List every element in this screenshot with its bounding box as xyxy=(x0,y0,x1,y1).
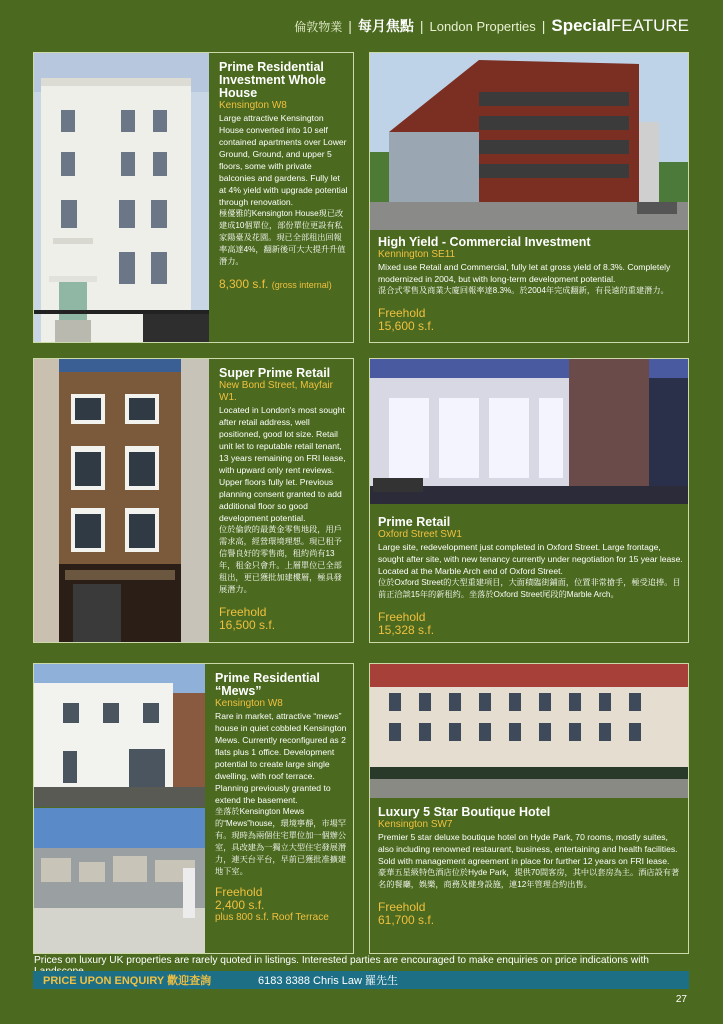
listing-area: 2,400 s.f. xyxy=(215,898,265,912)
listing-description: Premier 5 star deluxe boutique hotel on Hyde Park, 70 rooms, mostly suites, also including renowned restaurant, business, entertaining and health facilities. Sold with management agreement in place for further 12 years on FRI lease. xyxy=(378,832,678,866)
listing-title: Luxury 5 Star Boutique Hotel xyxy=(378,805,551,819)
page-number: 27 xyxy=(675,994,687,1005)
page-header xyxy=(294,16,689,36)
header-divider: | xyxy=(541,18,546,34)
listing-title: Prime Residential Investment Whole House xyxy=(219,60,326,100)
listing-location: Kennington SE11 xyxy=(378,249,456,260)
listing-location: Kensington W8 xyxy=(219,100,287,111)
enquiry-label: PRICE UPON ENQUIRY 歡迎查詢 xyxy=(43,975,212,987)
listing-description-cn: 位於Oxford Street的大型重建項目，大面積臨街鋪面，位置非常搶手，極受追捧。目前正洽談15年的新租約。坐落於Oxford Street尾段的Marble Arch。 xyxy=(378,578,681,599)
listing-description-cn: 極優雅的Kensington House現已改建成10個單位，部份單位更設有私家陽臺及花園。現已全部租出回報率高達4%，翻新後可大大提升升值潛力。 xyxy=(219,209,346,266)
listing-area: 61,700 s.f. xyxy=(378,913,435,927)
footer-note: Prices on luxury UK properties are rarely quoted in listings. Interested parties are encouraged to make enquiries on price indications with xyxy=(34,955,649,966)
listing-area: 15,328 s.f. xyxy=(378,623,435,637)
listing-area-note: plus 800 s.f. Roof Terrace xyxy=(215,912,329,923)
listing-description-cn: 混合式零售及商業大廈回報率達8.3%。於2004年完成翻新，有長遠的重建潛力。 xyxy=(378,286,669,295)
listing-title: Super Prime Retail xyxy=(219,366,331,380)
listing-description: Located in London's most sought after retail address, well positioned, good lot size. Retail unit let to reputable retail tenant, 13 years remaining on FRI lease, with upward only rent reviews. Upper floors fully let. Previous planning consent granted to add additional floor so good development potential. xyxy=(219,405,346,523)
listing-description-cn: 位於倫敦的最黃金零售地段，用戶需求高，經營環境理想。現已租予信譽良好的零售商，租約尚有13年，租金只會升。上層單位已全部租出，更已獲批加建樓層，極具發展潛力。 xyxy=(219,525,342,594)
listing-area: 8,300 s.f. (gross internal) xyxy=(219,277,332,291)
enquiry-bar xyxy=(33,971,689,989)
listing-area: 15,600 s.f. xyxy=(378,319,435,333)
listing-tenure: Freehold xyxy=(378,610,426,624)
listing-title: Prime Residential “Mews” xyxy=(215,671,320,698)
header-en-section: London Properties xyxy=(429,18,536,34)
listing-panel-mews xyxy=(33,663,354,954)
listing-location: Kensington W8 xyxy=(215,698,283,709)
listing-tenure: Freehold xyxy=(378,306,426,320)
listing-tenure: Freehold xyxy=(219,605,267,619)
listing-tenure: Freehold xyxy=(378,900,426,914)
listing-location: Kensington SW7 xyxy=(378,819,453,830)
header-cn-focus: 每月焦點 xyxy=(357,18,414,34)
listing-location: Oxford Street SW1 xyxy=(378,529,462,540)
listing-area: 16,500 s.f. xyxy=(219,618,276,632)
listing-panel-kensington-house xyxy=(33,52,354,343)
header-divider: | xyxy=(348,18,352,34)
header-special-feature: SpecialFEATURE xyxy=(551,16,689,35)
listing-tenure: Freehold xyxy=(215,885,263,899)
listing-description: Large site, redevelopment just completed in Oxford Street. Large frontage, sought after site, with new tenancy currently under negotiation for 15 year lease. Located at the Marble Arch end of Oxford Street. xyxy=(378,542,683,576)
listing-title: High Yield - Commercial Investment xyxy=(378,235,591,249)
header-cn-section: 倫敦物業 xyxy=(294,19,343,34)
listing-description: Mixed use Retail and Commercial, fully let at gross yield of 8.3%. Completely modernized in 2004, but with long-term development potential. xyxy=(378,262,671,284)
enquiry-contact: 6183 8388 Chris Law 羅先生 xyxy=(258,975,399,987)
listing-panel-hotel xyxy=(369,663,689,954)
listing-description: Rare in market, attractive “mews” house in quiet cobbled Kensington Mews. Currently reconfigured as 2 flats plus 1 office. Development potential to create large single dwelling, with roof terrace. Planning previously granted to extend the basement. xyxy=(215,711,347,805)
listing-panel-commercial xyxy=(369,52,689,343)
listing-location: New Bond Street, Mayfair W1. xyxy=(219,380,333,403)
listing-panel-oxford-street xyxy=(369,358,689,643)
listing-title: Prime Retail xyxy=(378,515,451,529)
header-divider: | xyxy=(419,18,424,34)
listing-description-cn: 豪華五星級特色酒店位於Hyde Park，提供70間客房，其中以套房為主。酒店設有著名的餐廳，娛樂，商務及健身設施，連12年管理合約出售。 xyxy=(378,868,680,889)
listing-description: Large attractive Kensington House converted into 10 self contained apartments over Lower Ground, Ground, and upper 5 floors, some with private balconies and gardens. Fully let at 4% yield with upgrade potential through renovation. xyxy=(219,113,348,207)
listing-panel-bond-street xyxy=(33,358,354,643)
listing-description-cn: 坐落於Kensington Mews的“Mews”house，環境寧靜，市場罕有。現時為兩個住宅單位加一個辦公室，具改建為一獨立大型住宅發展潛力，連天台平台，早前已獲批准擴建地下室。 xyxy=(215,807,347,876)
